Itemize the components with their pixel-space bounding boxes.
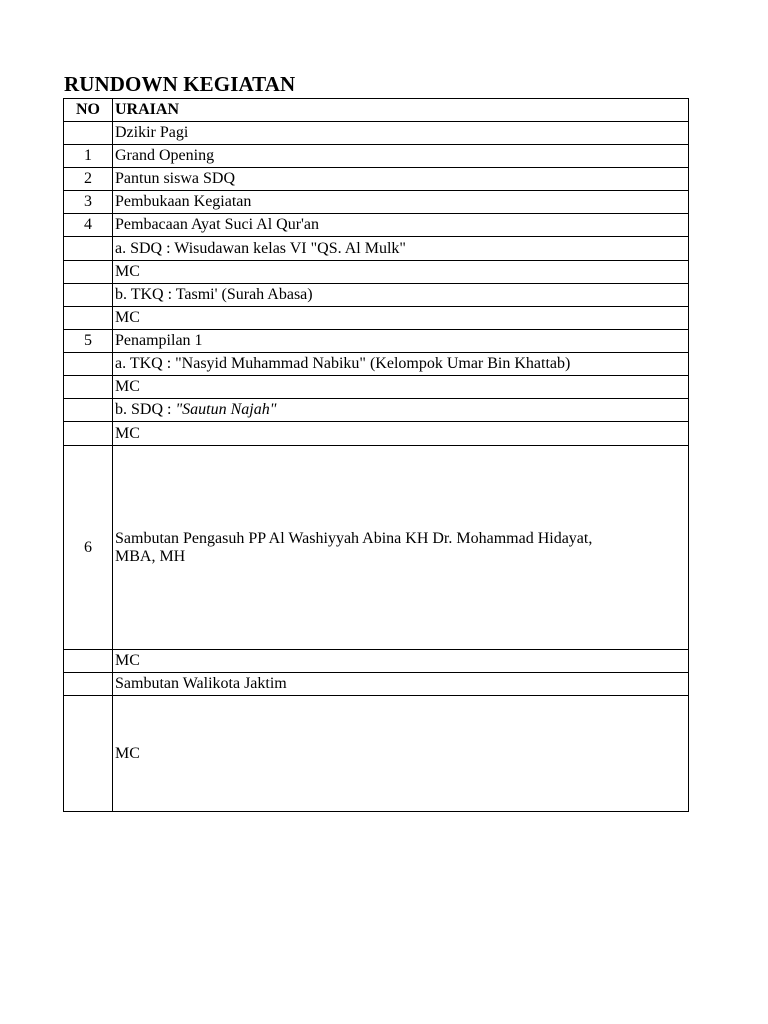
- table-row: [64, 237, 689, 261]
- row-description: MC: [113, 422, 689, 446]
- row-number: 5: [64, 330, 113, 353]
- table-header-row: [64, 99, 689, 122]
- row-number: 6: [64, 446, 113, 650]
- row-number: [64, 307, 113, 330]
- row-number: 4: [64, 214, 113, 237]
- row-description: MC: [113, 376, 689, 399]
- row-number: 1: [64, 145, 113, 168]
- row-number: [64, 399, 113, 422]
- row-description: Pembacaan Ayat Suci Al Qur'an: [113, 214, 689, 237]
- document-title: RUNDOWN KEGIATAN: [64, 72, 296, 96]
- table-row: [64, 673, 689, 696]
- row-description: a. SDQ : Wisudawan kelas VI "QS. Al Mulk": [113, 237, 689, 261]
- row-number: 2: [64, 168, 113, 191]
- row-number: [64, 122, 113, 145]
- rundown-table: [63, 98, 689, 812]
- table-row: [64, 214, 689, 237]
- table-row: [64, 422, 689, 446]
- table-row: [64, 284, 689, 307]
- row-number: [64, 284, 113, 307]
- row-description: MC: [113, 307, 689, 330]
- row-number: [64, 673, 113, 696]
- table-row: [64, 307, 689, 330]
- table-row: [64, 376, 689, 399]
- row-description: Dzikir Pagi: [113, 122, 689, 145]
- row-number: [64, 261, 113, 284]
- table-row: [64, 122, 689, 145]
- table-row: [64, 399, 689, 422]
- table-row: [64, 145, 689, 168]
- row-description-line-2: MBA, MH: [115, 547, 186, 565]
- row-description-prefix: b. SDQ :: [115, 401, 176, 418]
- row-description: a. TKQ : "Nasyid Muhammad Nabiku" (Kelompok Umar Bin Khattab): [113, 353, 689, 376]
- table-row: [64, 696, 689, 812]
- header-no: NO: [64, 99, 113, 122]
- row-description: b. TKQ : Tasmi' (Surah Abasa): [113, 284, 689, 307]
- row-description: [113, 399, 689, 422]
- row-description: Pantun siswa SDQ: [113, 168, 689, 191]
- row-number: [64, 376, 113, 399]
- table-row: [64, 650, 689, 673]
- row-number: [64, 237, 113, 261]
- row-description: [113, 446, 689, 650]
- row-description: Sambutan Walikota Jaktim: [113, 673, 689, 696]
- row-description: Pembukaan Kegiatan: [113, 191, 689, 214]
- table-row: [64, 191, 689, 214]
- row-description: MC: [113, 650, 689, 673]
- row-number: [64, 353, 113, 376]
- row-number: 3: [64, 191, 113, 214]
- row-description-italic: "Sautun Najah": [175, 401, 277, 418]
- row-number: [64, 422, 113, 446]
- row-description-line-1: Sambutan Pengasuh PP Al Washiyyah Abina KH Dr. Mohammad Hidayat,: [115, 529, 593, 547]
- row-number: [64, 650, 113, 673]
- table-row: [64, 353, 689, 376]
- row-description: Penampilan 1: [113, 330, 689, 353]
- row-description: MC: [113, 696, 689, 812]
- row-description: Grand Opening: [113, 145, 689, 168]
- row-description: MC: [113, 261, 689, 284]
- table-row: [64, 446, 689, 650]
- table-row: [64, 168, 689, 191]
- header-uraian: URAIAN: [113, 99, 689, 122]
- row-number: [64, 696, 113, 812]
- table-row: [64, 261, 689, 284]
- table-row: [64, 330, 689, 353]
